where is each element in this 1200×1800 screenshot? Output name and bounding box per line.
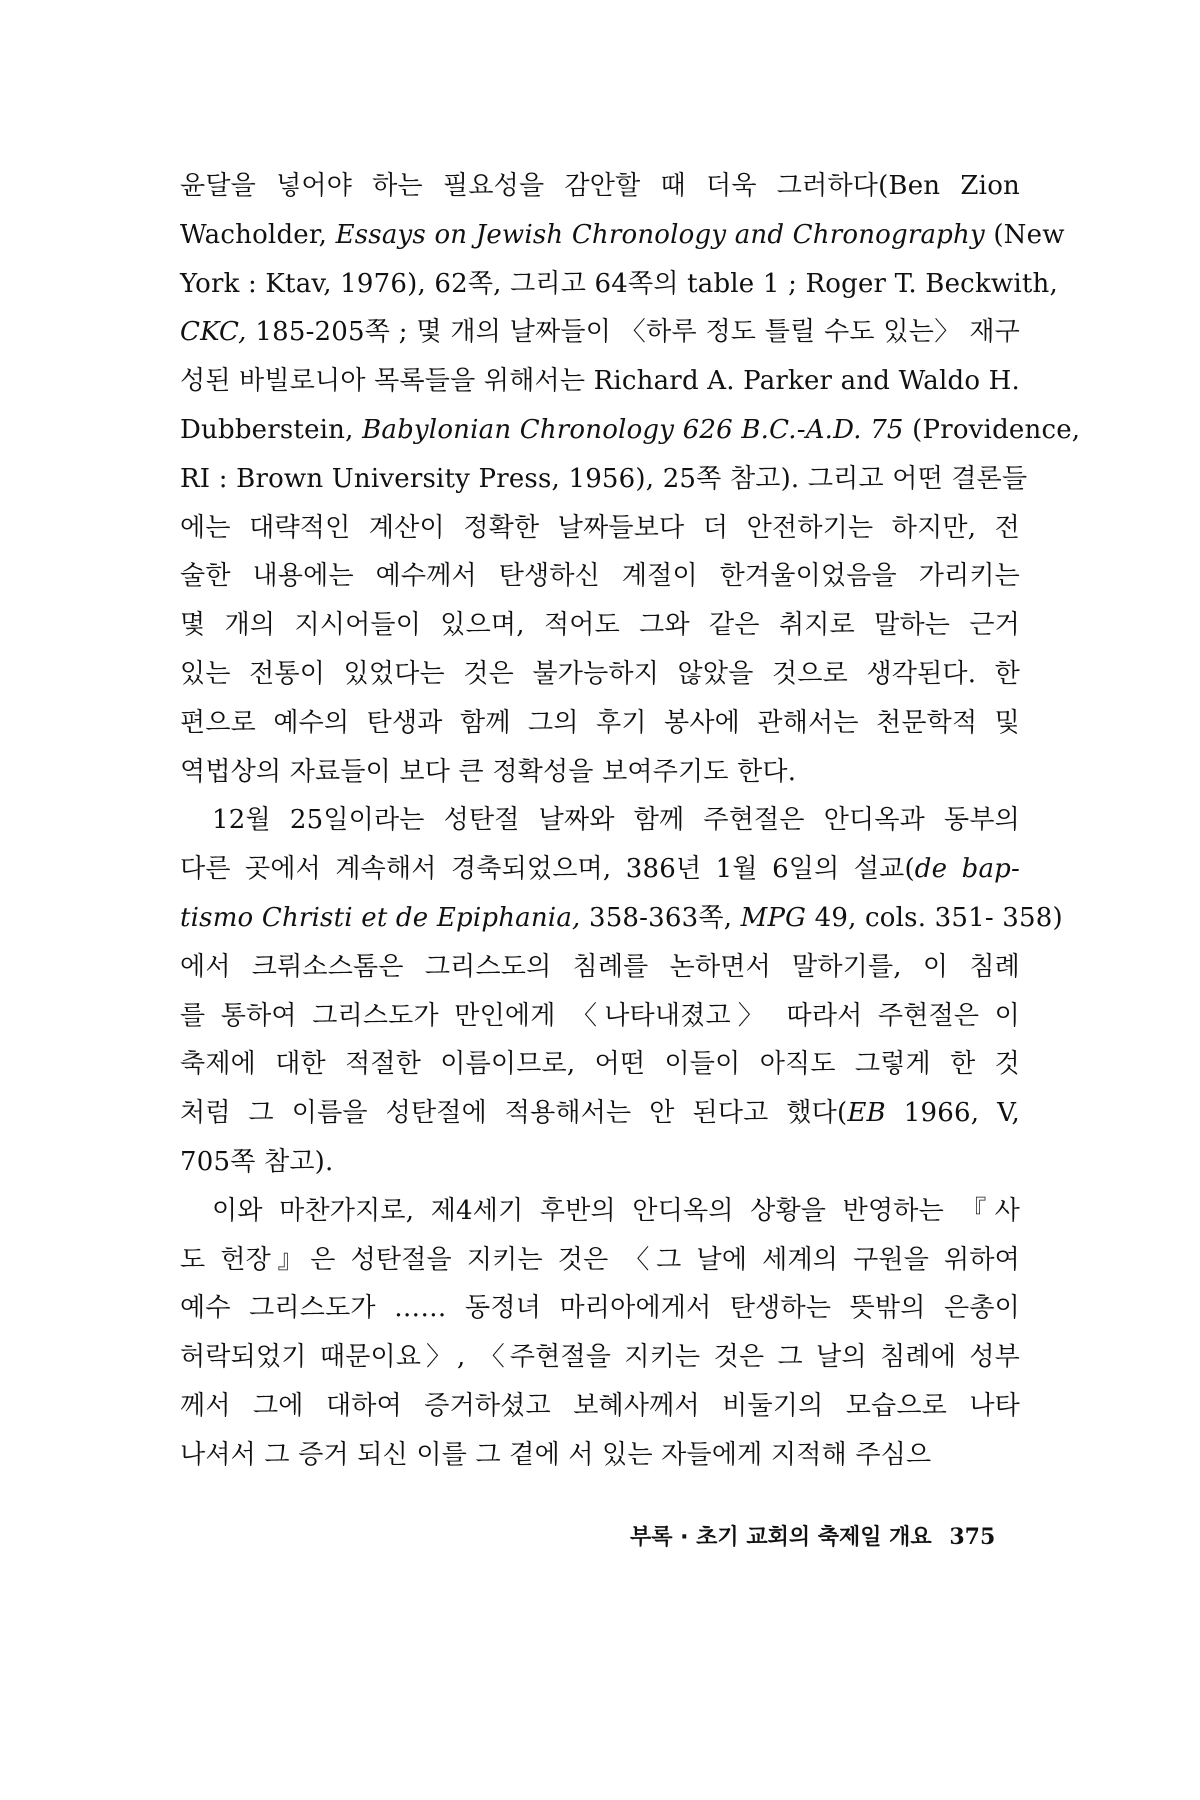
text-run: Dubberstein, [180, 414, 363, 445]
text-run: 성된 바빌로니아 목록들을 위해서는 Richard A. Parker and Waldo H. [180, 366, 1020, 397]
text-line [180, 943, 1020, 992]
text-line [180, 1187, 1020, 1236]
text-run: 허락되었기 때문이요〉, 〈주현절을 지키는 것은 그 날의 침례에 성부 [180, 1342, 1020, 1373]
text-line [180, 1138, 1020, 1187]
body-text [180, 162, 1081, 1480]
italic-text-run: CKC, [180, 317, 247, 348]
text-line [180, 308, 1020, 357]
text-run: 나셔서 그 증거 되신 이를 그 곁에 서 있는 자들에게 지적해 주심으 [180, 1439, 932, 1470]
text-line [180, 601, 1020, 650]
text-line [180, 1431, 1020, 1480]
text-run: 예수 그리스도가 …… 동정녀 마리아에게서 탄생하는 뜻밖의 은총이 [180, 1293, 1020, 1324]
text-run: 에서 크뤼소스톰은 그리스도의 침례를 논하면서 말하기를, 이 침례 [180, 951, 1020, 982]
italic-text-run: MPG [740, 902, 807, 933]
italic-text-run: Essays on Jewish Chronology and Chronography [335, 219, 985, 250]
text-run: 축제에 대한 적절한 이름이므로, 어떤 이들이 아직도 그렇게 한 것 [180, 1049, 1020, 1080]
italic-text-run: tismo Christi et de Epiphania, [180, 902, 581, 933]
text-run: Wacholder, [180, 219, 336, 250]
text-line [180, 1089, 1020, 1138]
text-run: 께서 그에 대하여 증거하셨고 보혜사께서 비둘기의 모습으로 나타 [180, 1390, 1020, 1421]
text-run: 역법상의 자료들이 보다 큰 정확성을 보여주기도 한다. [180, 756, 797, 787]
text-run: 다른 곳에서 계속해서 경축되었으며, 386년 1월 6일의 설교( [180, 854, 915, 885]
page-footer [630, 1520, 1020, 1551]
text-line [180, 357, 1020, 406]
text-line [180, 894, 1063, 943]
text-line [180, 699, 1020, 748]
text-line [180, 845, 1020, 894]
text-line [180, 1333, 1020, 1382]
text-run: 185-205쪽 ; 몇 개의 날짜들이 〈하루 정도 틀릴 수도 있는〉 재구 [246, 317, 1020, 348]
text-line [180, 992, 1020, 1041]
text-line [180, 260, 1058, 309]
italic-text-run: Babylonian Chronology 626 B.C.-A.D. 75 [362, 414, 904, 445]
italic-text-run: de bap- [914, 854, 1020, 885]
text-run: 12월 25일이라는 성탄절 날짜와 함께 주현절은 안디옥과 동부의 [212, 805, 1020, 836]
text-run: 처럼 그 이름을 성탄절에 적용해서는 안 된다고 했다( [180, 1098, 848, 1129]
text-line [180, 748, 1020, 797]
text-line [180, 504, 1020, 553]
text-line [180, 406, 1081, 455]
text-run: 편으로 예수의 탄생과 함께 그의 후기 봉사에 관해서는 천문학적 및 [180, 707, 1020, 738]
text-run: 1966, V, [885, 1098, 1020, 1129]
italic-text-run: EB [847, 1098, 886, 1129]
text-line [180, 455, 1028, 504]
text-line [180, 1236, 1020, 1285]
text-run: York : Ktav, 1976), 62쪽, 그리고 64쪽의 table 1 ; Roger T. Beckwith, [180, 268, 1058, 299]
text-run: 를 통하여 그리스도가 만인에게 〈나타내졌고〉 따라서 주현절은 이 [180, 1000, 1020, 1031]
text-line [180, 1040, 1020, 1089]
text-run: 49, cols. 351- 358) [806, 902, 1063, 933]
text-line [180, 1382, 1020, 1431]
page-number: 375 [949, 1524, 996, 1550]
text-run: 윤달을 넣어야 하는 필요성을 감안할 때 더욱 그러하다(Ben Zion [180, 171, 1020, 201]
text-line [180, 1284, 1020, 1333]
text-run: 몇 개의 지시어들이 있으며, 적어도 그와 같은 취지로 말하는 근거 [180, 610, 1020, 641]
text-line [180, 162, 1020, 211]
text-run: (New [984, 219, 1065, 250]
text-line [180, 552, 1020, 601]
text-run: 술한 내용에는 예수께서 탄생하신 계절이 한겨울이었음을 가리키는 [180, 561, 1020, 592]
text-run: 358-363쪽, [580, 902, 741, 933]
text-run: 에는 대략적인 계산이 정확한 날짜들보다 더 안전하기는 하지만, 전 [180, 512, 1020, 543]
running-head: 부록 · 초기 교회의 축제일 개요 [630, 1525, 932, 1550]
text-run: 이와 마찬가지로, 제4세기 후반의 안디옥의 상황을 반영하는 『사 [212, 1195, 1020, 1226]
text-run: 705쪽 참고). [180, 1146, 334, 1177]
text-run: 도 헌장』은 성탄절을 지키는 것은 〈그 날에 세계의 구원을 위하여 [180, 1244, 1020, 1275]
text-line [180, 211, 1065, 260]
text-line [180, 650, 1020, 699]
text-line [180, 796, 1020, 845]
text-run: (Providence, [903, 414, 1081, 445]
text-run: 있는 전통이 있었다는 것은 불가능하지 않았을 것으로 생각된다. 한 [180, 658, 1020, 689]
text-run: RI : Brown University Press, 1956), 25쪽 참고). 그리고 어떤 결론들 [180, 463, 1028, 494]
